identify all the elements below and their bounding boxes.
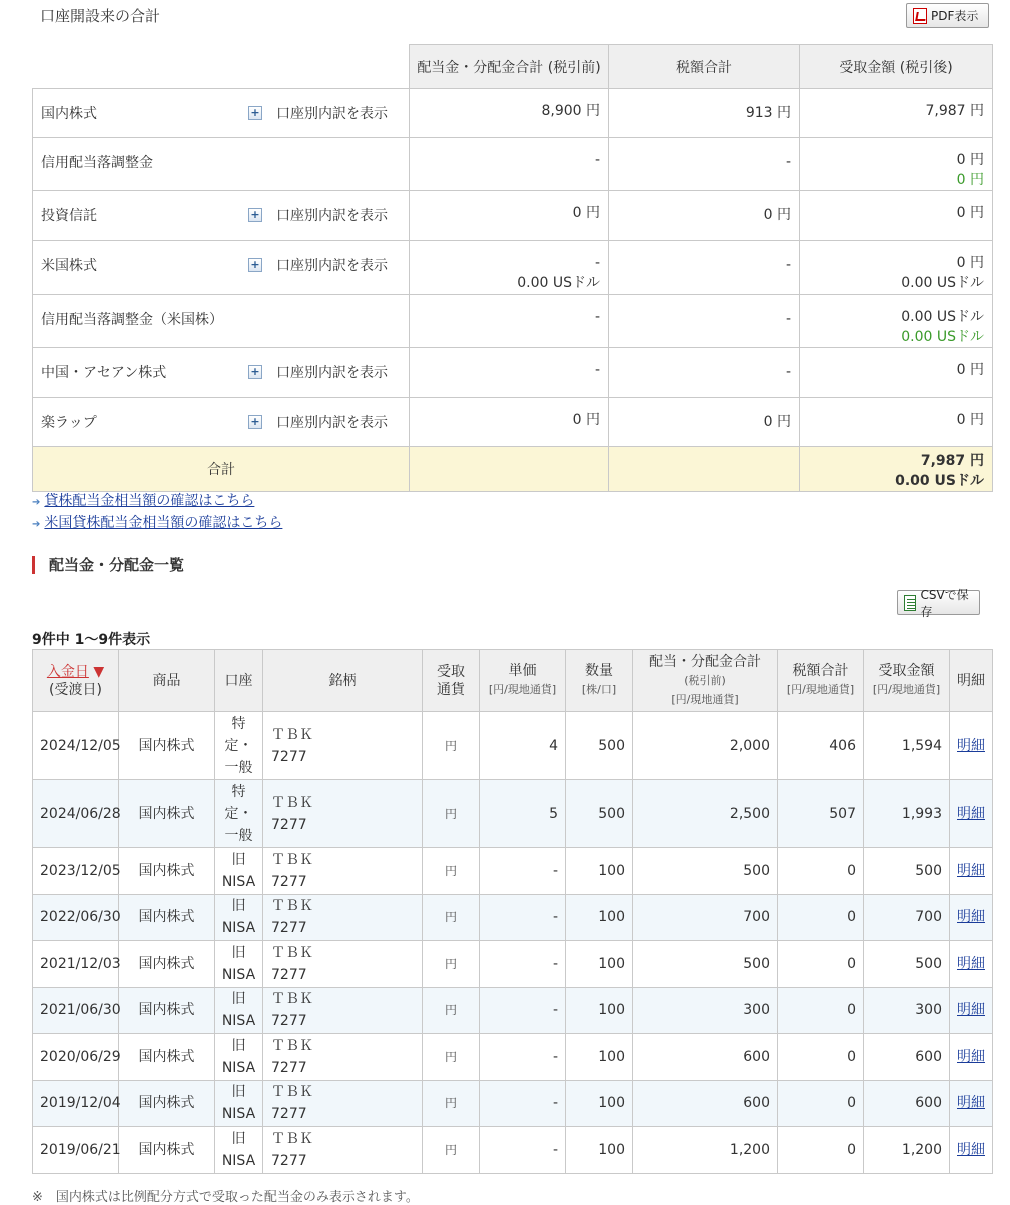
account-type — [215, 1127, 263, 1174]
unit-price-header-label: 単価 — [508, 663, 537, 679]
quantity: 100 — [566, 1080, 633, 1127]
summary-pretax-cell — [410, 138, 609, 191]
account-type-line1: 旧 — [231, 991, 246, 1008]
account-type-line2: NISA — [221, 1106, 256, 1123]
stock-name — [263, 1080, 423, 1127]
account-type-line2: 定・ — [224, 805, 253, 822]
expand-plus-icon[interactable]: + — [248, 365, 262, 379]
account-type-line1: 旧 — [231, 1037, 246, 1054]
total-header-pretax: (税引前) — [684, 673, 726, 687]
unit-price: - — [480, 894, 566, 941]
quantity: 100 — [566, 894, 633, 941]
account-type-line3: 一般 — [224, 759, 253, 776]
account-type — [215, 987, 263, 1034]
account-type — [215, 712, 263, 780]
quantity: 100 — [566, 987, 633, 1034]
account-type-line1: 旧 — [231, 898, 246, 915]
product-type: 国内株式 — [119, 1127, 215, 1174]
unit-price: - — [480, 941, 566, 988]
received-header-sub: [円/現地通貨] — [872, 683, 941, 696]
summary-pretax-value: 0 円 — [572, 205, 600, 221]
show-account-breakdown-button[interactable] — [248, 255, 388, 275]
summary-total-pretax-cell — [410, 447, 609, 492]
received-amount: 1,200 — [864, 1127, 950, 1174]
summary-posttax-value: 7,987 円 — [925, 103, 984, 119]
currency-header — [423, 650, 480, 712]
payment-date: 2024/12/05 — [33, 712, 119, 780]
spreadsheet-icon — [904, 595, 916, 611]
stock-name-text: ＴＢＫ — [271, 991, 313, 1008]
summary-tax-cell — [609, 398, 800, 447]
dividend-total: 2,500 — [633, 780, 778, 848]
tax-header — [778, 650, 864, 712]
link-row-us-lending-dividend — [32, 513, 282, 535]
dividend-list-table — [32, 649, 993, 1174]
show-account-breakdown-button[interactable] — [248, 103, 388, 123]
account-type-line2: NISA — [221, 966, 256, 983]
detail-link[interactable]: 明細 — [957, 737, 985, 754]
expand-plus-icon[interactable]: + — [248, 106, 262, 120]
tax-total: 0 — [778, 848, 864, 895]
summary-pretax-value: 0 円 — [572, 412, 600, 428]
table-row — [33, 780, 993, 848]
received-header — [864, 650, 950, 712]
summary-row-label-cell — [33, 191, 410, 241]
list-header-row — [33, 650, 993, 712]
summary-pretax-cell — [410, 241, 609, 295]
account-type — [215, 1080, 263, 1127]
stock-name-text: ＴＢＫ — [271, 898, 313, 915]
arrow-right-icon: ➔ — [32, 519, 41, 530]
expand-plus-icon[interactable]: + — [248, 415, 262, 429]
account-type-line1: 旧 — [231, 851, 246, 868]
account-type — [215, 848, 263, 895]
csv-save-label: CSVで保存 — [920, 587, 969, 619]
account-header: 口座 — [215, 650, 263, 712]
summary-pretax-value: 8,900 円 — [541, 103, 600, 119]
currency-header-line1: 受取 — [437, 663, 465, 680]
sort-desc-icon: ▼ — [93, 663, 105, 680]
stock-name — [263, 712, 423, 780]
product-type: 国内株式 — [119, 894, 215, 941]
tax-total: 0 — [778, 1034, 864, 1081]
summary-posttax-value: 0 円 — [956, 205, 984, 221]
summary-tax-cell — [609, 89, 800, 138]
show-account-breakdown-button[interactable] — [248, 205, 388, 225]
stock-code: 7277 — [271, 1106, 307, 1123]
quantity-header — [566, 650, 633, 712]
footnote: ※ 国内株式は比例配分方式で受取った配当金のみ表示されます。 — [32, 1190, 419, 1205]
summary-posttax-cell — [800, 138, 993, 191]
payment-date: 2024/06/28 — [33, 780, 119, 848]
payment-date: 2023/12/05 — [33, 848, 119, 895]
summary-tax-value: 0 円 — [763, 414, 791, 430]
unit-price-header-sub: [円/現地通貨] — [488, 683, 557, 696]
account-type-line1: 旧 — [231, 944, 246, 961]
summary-pretax-value: - — [594, 362, 600, 378]
account-type — [215, 894, 263, 941]
summary-row — [33, 191, 993, 241]
payment-date: 2021/12/03 — [33, 941, 119, 988]
tax-total: 0 — [778, 987, 864, 1034]
received-amount: 500 — [864, 941, 950, 988]
account-type-line2: NISA — [221, 1059, 256, 1076]
detail-link[interactable]: 明細 — [957, 1095, 985, 1112]
total-header-label: 配当・分配金合計 — [649, 653, 761, 670]
receive-currency: 円 — [423, 1080, 480, 1127]
total-header-sub: [円/現地通貨] — [671, 692, 739, 706]
account-type-line2: NISA — [221, 1152, 256, 1169]
sort-by-date-header[interactable] — [33, 650, 119, 712]
stock-name — [263, 780, 423, 848]
account-type-line2: NISA — [221, 873, 256, 890]
arrow-right-icon: ➔ — [32, 497, 41, 508]
receive-currency: 円 — [423, 987, 480, 1034]
summary-tax-cell — [609, 138, 800, 191]
stock-code: 7277 — [271, 1152, 307, 1169]
summary-posttax-value: 0 円 — [956, 362, 984, 378]
received-amount: 300 — [864, 987, 950, 1034]
stock-name-text: ＴＢＫ — [271, 794, 313, 811]
quantity: 500 — [566, 712, 633, 780]
account-type-line2: NISA — [221, 920, 256, 937]
stock-header: 銘柄 — [263, 650, 423, 712]
summary-tax-value: - — [785, 364, 791, 380]
stock-name-text: ＴＢＫ — [271, 1037, 313, 1054]
account-type — [215, 1034, 263, 1081]
summary-total-label: 合計 — [33, 447, 410, 492]
section-title: 配当金・分配金一覧 — [32, 556, 184, 574]
stock-name-text: ＴＢＫ — [271, 1130, 313, 1147]
dividend-total: 600 — [633, 1080, 778, 1127]
account-type-line1: 旧 — [231, 1130, 246, 1147]
payment-date: 2020/06/29 — [33, 1034, 119, 1081]
stock-code: 7277 — [271, 873, 307, 890]
account-type-line3: 一般 — [224, 827, 253, 844]
detail-cell — [950, 1034, 993, 1081]
show-account-breakdown-label: 口座別内訳を表示 — [276, 208, 388, 224]
summary-row-label-cell — [33, 89, 410, 138]
detail-cell — [950, 987, 993, 1034]
unit-price: - — [480, 987, 566, 1034]
table-row — [33, 1127, 993, 1174]
stock-code: 7277 — [271, 1059, 307, 1076]
dividend-total: 500 — [633, 848, 778, 895]
stock-name — [263, 1034, 423, 1081]
show-account-breakdown-label: 口座別内訳を表示 — [276, 415, 388, 431]
received-amount: 1,594 — [864, 712, 950, 780]
tax-total: 0 — [778, 1080, 864, 1127]
summary-pretax-cell — [410, 348, 609, 398]
detail-header: 明細 — [950, 650, 993, 712]
summary-row-label: 投資信託 — [41, 208, 97, 224]
summary-posttax-cell — [800, 398, 993, 447]
table-row — [33, 1034, 993, 1081]
summary-posttax-sub-value: 0.00 USドル — [901, 275, 984, 291]
summary-row-label-cell — [33, 138, 410, 191]
summary-pretax-value: - — [594, 309, 600, 325]
received-amount: 1,993 — [864, 780, 950, 848]
summary-row — [33, 398, 993, 447]
summary-total-yen: 7,987 円 — [920, 453, 984, 469]
show-account-breakdown-label: 口座別内訳を表示 — [276, 258, 388, 274]
stock-name-text: ＴＢＫ — [271, 1084, 313, 1101]
receive-currency: 円 — [423, 712, 480, 780]
related-links — [32, 491, 282, 535]
unit-price: 5 — [480, 780, 566, 848]
summary-posttax-value: 0 円 — [956, 152, 984, 168]
table-row — [33, 941, 993, 988]
detail-cell — [950, 894, 993, 941]
detail-link[interactable]: 明細 — [957, 1141, 985, 1158]
product-type: 国内株式 — [119, 1080, 215, 1127]
product-type: 国内株式 — [119, 780, 215, 848]
summary-posttax-cell — [800, 241, 993, 295]
dividend-total: 2,000 — [633, 712, 778, 780]
stock-name — [263, 894, 423, 941]
receive-currency: 円 — [423, 941, 480, 988]
quantity-header-sub: [株/口] — [581, 683, 617, 696]
table-row — [33, 712, 993, 780]
stock-code: 7277 — [271, 1013, 307, 1030]
summary-tax-value: 913 円 — [745, 105, 791, 121]
us-lending-dividend-link[interactable]: 米国貸株配当金相当額の確認はこちら — [44, 515, 283, 531]
summary-row-label-cell — [33, 348, 410, 398]
account-type-line2: 定・ — [224, 737, 253, 754]
currency-header-line2: 通貨 — [437, 681, 465, 698]
summary-row-label: 信用配当落調整金 — [41, 155, 153, 171]
summary-posttax-value: 0 円 — [956, 412, 984, 428]
summary-posttax-sub-value: 0 円 — [956, 172, 984, 188]
received-amount: 700 — [864, 894, 950, 941]
date-header-sub: (受渡日) — [49, 681, 102, 698]
summary-row — [33, 348, 993, 398]
dividend-total: 300 — [633, 987, 778, 1034]
receive-currency: 円 — [423, 1034, 480, 1081]
stock-name — [263, 848, 423, 895]
summary-pretax-cell — [410, 295, 609, 348]
dividend-total: 600 — [633, 1034, 778, 1081]
tax-header-label: 税額合計 — [792, 663, 849, 679]
summary-row — [33, 89, 993, 138]
summary-tax-cell — [609, 191, 800, 241]
summary-row-label: 信用配当落調整金（米国株） — [41, 312, 223, 328]
summary-row-label: 米国株式 — [41, 258, 97, 274]
stock-name — [263, 941, 423, 988]
summary-tax-cell — [609, 295, 800, 348]
summary-pretax-value: - — [594, 152, 600, 168]
summary-row — [33, 241, 993, 295]
receive-currency: 円 — [423, 780, 480, 848]
detail-link[interactable]: 明細 — [957, 862, 985, 879]
summary-posttax-value: 0 円 — [956, 255, 984, 271]
unit-price: - — [480, 1080, 566, 1127]
tax-total: 0 — [778, 894, 864, 941]
pdf-icon — [913, 8, 927, 24]
account-type — [215, 941, 263, 988]
account-type-line1: 特 — [231, 715, 246, 732]
table-row — [33, 1080, 993, 1127]
detail-link[interactable]: 明細 — [957, 955, 985, 972]
summary-tax-value: - — [785, 311, 791, 327]
lending-dividend-link[interactable]: 貸株配当金相当額の確認はこちら — [44, 493, 255, 509]
payment-date: 2019/06/21 — [33, 1127, 119, 1174]
receive-currency: 円 — [423, 1127, 480, 1174]
stock-name-text: ＴＢＫ — [271, 851, 313, 868]
detail-cell — [950, 848, 993, 895]
tax-total: 0 — [778, 941, 864, 988]
stock-code: 7277 — [271, 920, 307, 937]
summary-row-label-cell — [33, 295, 410, 348]
summary-tax-cell — [609, 241, 800, 295]
summary-row-label-cell — [33, 241, 410, 295]
summary-table — [32, 44, 993, 492]
payment-date: 2021/06/30 — [33, 987, 119, 1034]
summary-row — [33, 138, 993, 191]
summary-header-posttax: 受取金額 (税引後) — [800, 45, 993, 89]
summary-posttax-sub-value: 0.00 USドル — [901, 329, 984, 345]
unit-price: 4 — [480, 712, 566, 780]
summary-posttax-cell — [800, 89, 993, 138]
detail-cell — [950, 941, 993, 988]
expand-plus-icon[interactable]: + — [248, 258, 262, 272]
detail-link[interactable]: 明細 — [957, 1002, 985, 1019]
unit-price-header — [480, 650, 566, 712]
summary-pretax-cell — [410, 191, 609, 241]
show-account-breakdown-button[interactable] — [248, 412, 388, 432]
detail-cell — [950, 1080, 993, 1127]
summary-header-blank — [33, 45, 410, 89]
summary-posttax-cell — [800, 348, 993, 398]
detail-link[interactable]: 明細 — [957, 909, 985, 926]
stock-code: 7277 — [271, 966, 307, 983]
account-type-line1: 旧 — [231, 1084, 246, 1101]
expand-plus-icon[interactable]: + — [248, 208, 262, 222]
product-type: 国内株式 — [119, 712, 215, 780]
summary-row-label: 中国・アセアン株式 — [41, 365, 167, 381]
payment-date: 2019/12/04 — [33, 1080, 119, 1127]
summary-total-posttax-cell — [800, 447, 993, 492]
table-row — [33, 894, 993, 941]
tax-total: 507 — [778, 780, 864, 848]
quantity: 500 — [566, 780, 633, 848]
summary-row-label-cell — [33, 398, 410, 447]
account-type-line2: NISA — [221, 1013, 256, 1030]
tax-total: 406 — [778, 712, 864, 780]
tax-total: 0 — [778, 1127, 864, 1174]
receive-currency: 円 — [423, 894, 480, 941]
received-header-label: 受取金額 — [878, 663, 935, 679]
show-account-breakdown-button[interactable] — [248, 362, 388, 382]
summary-pretax-value: - — [594, 255, 600, 271]
received-amount: 600 — [864, 1080, 950, 1127]
product-type: 国内株式 — [119, 1034, 215, 1081]
summary-tax-cell — [609, 348, 800, 398]
pdf-view-button[interactable] — [906, 3, 989, 28]
product-type: 国内株式 — [119, 848, 215, 895]
stock-name — [263, 987, 423, 1034]
stock-code: 7277 — [271, 816, 307, 833]
result-count: 9件中 1〜9件表示 — [32, 632, 151, 648]
show-account-breakdown-label: 口座別内訳を表示 — [276, 365, 388, 381]
product-header: 商品 — [119, 650, 215, 712]
date-header-label[interactable]: 入金日 — [46, 663, 89, 680]
quantity-header-label: 数量 — [585, 663, 613, 679]
dividend-total: 1,200 — [633, 1127, 778, 1174]
pdf-view-label: PDF表示 — [931, 9, 979, 23]
page-title: 口座開設来の合計 — [40, 7, 161, 25]
payment-date: 2022/06/30 — [33, 894, 119, 941]
summary-pretax-sub-value: 0.00 USドル — [517, 275, 600, 291]
link-row-lending-dividend — [32, 491, 282, 513]
unit-price: - — [480, 1034, 566, 1081]
stock-code: 7277 — [271, 748, 307, 765]
show-account-breakdown-label: 口座別内訳を表示 — [276, 106, 388, 122]
summary-tax-value: - — [785, 154, 791, 170]
account-type-line1: 特 — [231, 783, 246, 800]
table-row — [33, 848, 993, 895]
summary-total-tax-cell — [609, 447, 800, 492]
detail-cell — [950, 780, 993, 848]
received-amount: 600 — [864, 1034, 950, 1081]
quantity: 100 — [566, 848, 633, 895]
received-amount: 500 — [864, 848, 950, 895]
account-type — [215, 780, 263, 848]
table-row — [33, 987, 993, 1034]
summary-header-tax: 税額合計 — [609, 45, 800, 89]
product-type: 国内株式 — [119, 987, 215, 1034]
stock-name-text: ＴＢＫ — [271, 944, 313, 961]
unit-price: - — [480, 1127, 566, 1174]
receive-currency: 円 — [423, 848, 480, 895]
summary-tax-value: - — [785, 257, 791, 273]
summary-total-usd: 0.00 USドル — [895, 473, 984, 489]
total-header — [633, 650, 778, 712]
summary-pretax-cell — [410, 398, 609, 447]
product-type: 国内株式 — [119, 941, 215, 988]
stock-name-text: ＴＢＫ — [271, 726, 313, 743]
detail-cell — [950, 712, 993, 780]
quantity: 100 — [566, 941, 633, 988]
tax-header-sub: [円/現地通貨] — [786, 683, 855, 696]
summary-total-row — [33, 447, 993, 492]
detail-cell — [950, 1127, 993, 1174]
summary-header-row — [33, 45, 993, 89]
summary-row — [33, 295, 993, 348]
quantity: 100 — [566, 1034, 633, 1081]
unit-price: - — [480, 848, 566, 895]
stock-name — [263, 1127, 423, 1174]
summary-row-label: 楽ラップ — [41, 415, 97, 431]
summary-pretax-cell — [410, 89, 609, 138]
summary-posttax-cell — [800, 295, 993, 348]
dividend-total: 500 — [633, 941, 778, 988]
csv-save-button[interactable] — [897, 587, 980, 619]
detail-link[interactable]: 明細 — [957, 1048, 985, 1065]
summary-posttax-cell — [800, 191, 993, 241]
summary-header-pretax: 配当金・分配金合計 (税引前) — [410, 45, 609, 89]
summary-posttax-value: 0.00 USドル — [901, 309, 984, 325]
dividend-total: 700 — [633, 894, 778, 941]
detail-link[interactable]: 明細 — [957, 805, 985, 822]
summary-tax-value: 0 円 — [763, 207, 791, 223]
summary-row-label: 国内株式 — [41, 106, 97, 122]
quantity: 100 — [566, 1127, 633, 1174]
